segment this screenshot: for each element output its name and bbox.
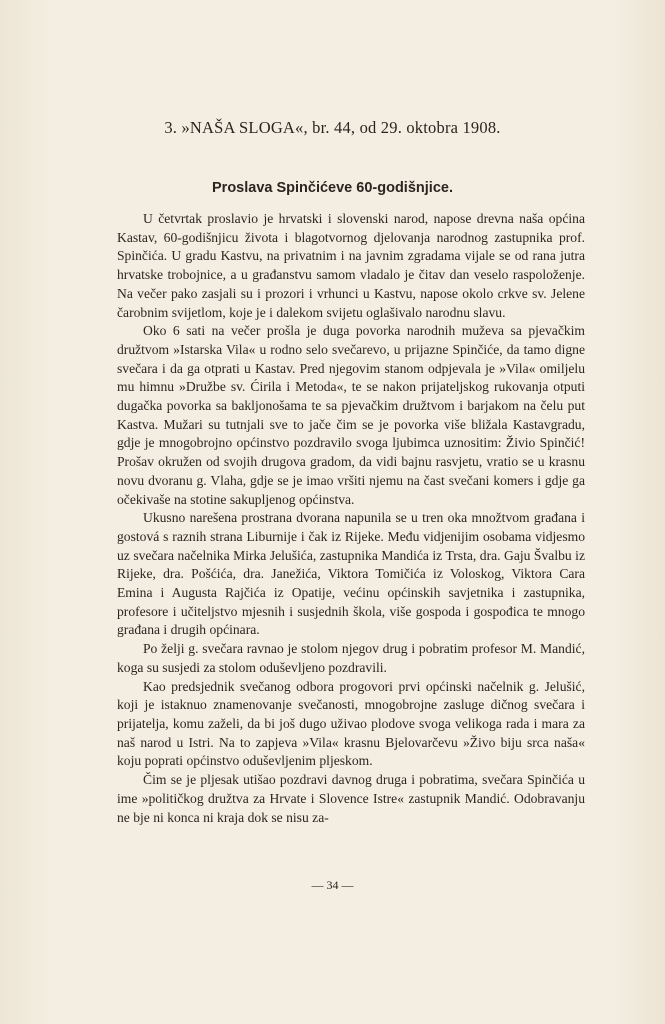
article-body [117,210,585,827]
paragraph-3: Ukusno narešena prostrana dvorana napunila se u tren oka množtvom građana i gostová s raznih strana Liburnije i čak iz Rijeke. Među vidjenijim osobama vidjesmo uz svečara načelnika Mirka Jelušića, zastupnika Mandića iz Trsta, dra. Gaju Švalbu iz Rijeke, dra. Pošćića, dra. Janežića, Viktora Tomičića iz Voloskog, Viktora Cara Emina i Augusta Rajčića iz Opatije, većinu općinskih savjetnika i zastupnika, profesore i učiteljstvo mjesnih i susjednih škola, više gospoda i gospođica te mnogo građana i drugih općinara. [117,510,585,638]
paragraph-5: Kao predsjednik svečanog odbora progovori prvi općinski načelnik g. Jelušić, koji je istaknuo znamenovanje svečanosti, mnogobrojne zasluge dičnog svečara i prijatelja, komu zaželi, da bi još dugo uživao plodove svoga velikoga rada i mara za naš narod u Istri. Na to zapjeva »Vila« krasnu Bjelovarčevu »Živo biju srca naša« koju poprati općinstvo oduševljenim pljeskom. [117,678,585,769]
paragraph-6: Čim se je pljesak utišao pozdravi davnog druga i pobratima, svečara Spinčića u ime »političkog družtva za Hrvate i Slovence Istre« zastupnik Mandić. Odobravanju ne bje ni konca ni kraja dok se nisu za- [117,772,585,825]
article-title: Proslava Spinčićeve 60-godišnjice. [212,180,453,196]
paragraph-1: U četvrtak proslavio je hrvatski i slovenski narod, napose drevna naša općina Kastav, 60-godišnjicu života i blagotvornog djelovanja narodnog zastupnika prof. Spinčića. U gradu Kastvu, na privatnim i na javnim zgradama vijale se od rana jutra hrvatske trobojnice, a u građanstvu samom vladalo je čitav dan veselo raspoloženje. Na večer pako zasjali su i prozori i vrhunci u Kastvu, napose okolo crkve sv. Jelene čarobnim svijetlom, koje je i dalekom svijetu oglašivalo narodnu slavu. [117,211,585,320]
page-number: — 34 — [311,878,354,892]
newspaper-header: 3. »NAŠA SLOGA«, br. 44, od 29. oktobra 1908. [164,118,501,137]
paragraph-4: Po želji g. svečara ravnao je stolom njegov drug i pobratim profesor M. Mandić, koga su susjedi za stolom oduševljeno pozdravili. [117,641,585,675]
paragraph-2: Oko 6 sati na večer prošla je duga povorka narodnih muževa sa pjevačkim družtvom »Istarska Vila« u rodno selo svečarevo, u prijazne Spinčiće, da tamo digne svečara i da ga otprati u Kastav. Pred njegovim stanom odpjevala je »Vila« omiljelu mu himnu »Družbe sv. Ćirila i Metoda«, te se nakon prijateljskog rukovanja otputi dugačka povorka sa baklјonošama te sa pjevačkim družtvom i barjakom na čelu put Kastva. Mužari su tutnjali sve to jače čim se je povorka više bližala Kastavgradu, gdje je mnogobrojno općinstvo pozdravilo svoga ljubimca uznositim: Živio Spinčić! Prošav okružen od svojih drugova gradom, da vidi bajnu rasvjetu, vratio se u krasnu novu dvoranu g. Vlaha, gdje se je imao vršiti njemu na čast svečani komers i gdje ga očekivaše na stotine sakupljenog općinstva. [117,323,585,507]
